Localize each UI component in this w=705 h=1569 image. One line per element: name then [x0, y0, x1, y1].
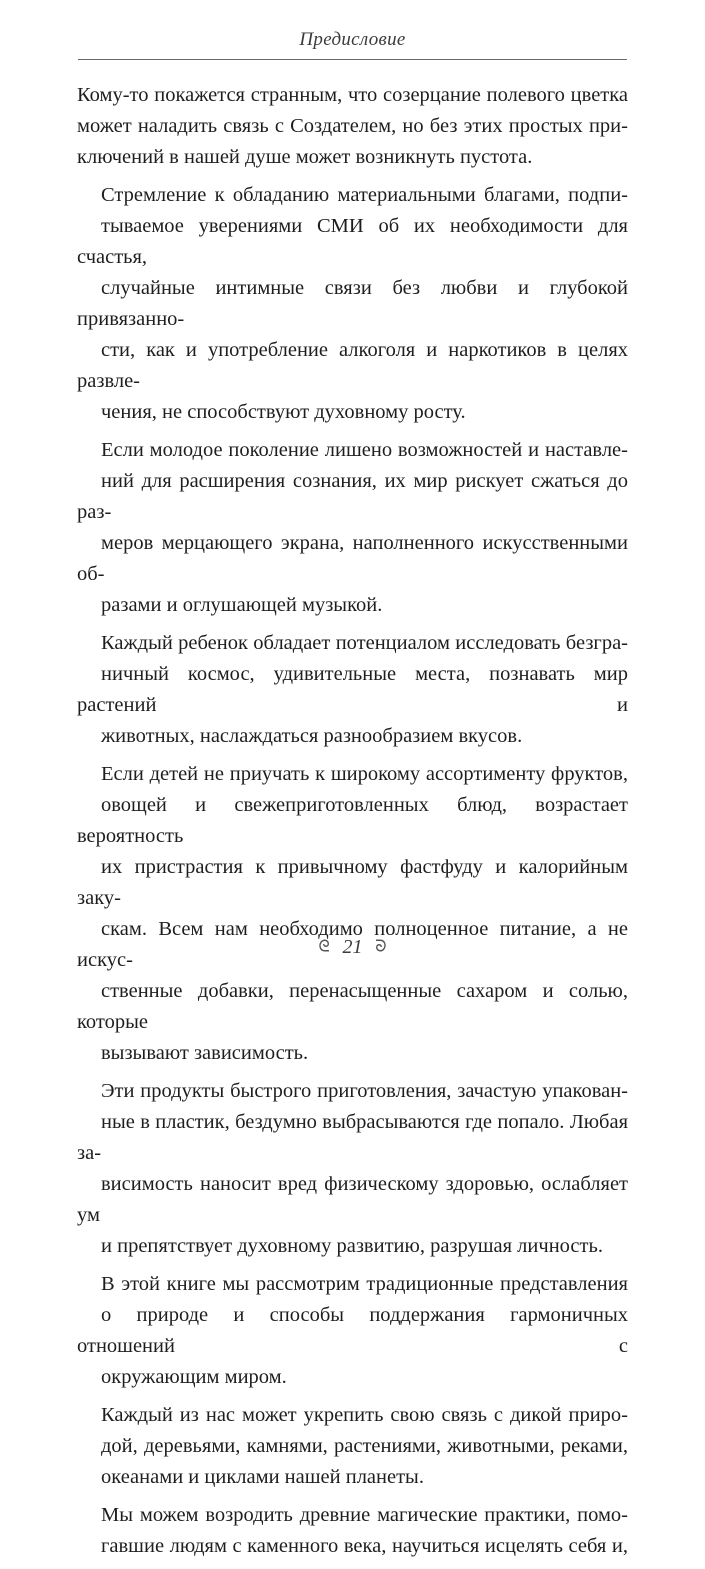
- running-header: [78, 28, 627, 60]
- paragraph: [77, 180, 628, 428]
- text-line: висимость наносит вред физическому здоровью, ослабляет ум: [77, 1173, 628, 1226]
- page-footer: [0, 936, 705, 959]
- text-line: гавшие людям с каменного века, научиться исцелять себя и,: [101, 1535, 628, 1557]
- text-line: ные в пластик, бездумно выбрасываются где попало. Любая за-: [77, 1111, 628, 1164]
- text-line: ничный космос, удивительные места, познавать мир растений и: [77, 663, 628, 716]
- text-line: ключений в нашей душе может возникнуть пустота.: [77, 146, 533, 168]
- text-line: может наладить связь с Создателем, но без этих простых при-: [77, 115, 628, 137]
- text-line: Каждый ребенок обладает потенциалом исследовать безгра-: [101, 632, 628, 654]
- text-line: океанами и циклами нашей планеты.: [101, 1466, 424, 1488]
- paragraph: [77, 1500, 628, 1562]
- paragraph: [77, 1400, 628, 1493]
- text-line: окружающим миром.: [101, 1366, 287, 1388]
- text-line: Кому-то покажется странным, что созерцание полевого цветка: [77, 84, 628, 106]
- paragraph: [77, 759, 628, 1069]
- text-line: о природе и способы поддержания гармоничных отношений с: [77, 1304, 628, 1357]
- text-line: их пристрастия к привычному фастфуду и калорийным заку-: [77, 856, 628, 909]
- text-line: дой, деревьями, камнями, растениями, животными, реками,: [101, 1435, 628, 1457]
- text-line: случайные интимные связи без любви и глубокой привязанно-: [77, 277, 628, 330]
- text-line: Если детей не приучать к широкому ассортименту фруктов,: [101, 763, 628, 785]
- text-line: В этой книге мы рассмотрим традиционные представления: [101, 1273, 628, 1295]
- paragraph: [77, 435, 628, 621]
- text-line: скам. Всем нам необходимо полноценное питание, а не искус-: [77, 918, 628, 971]
- text-line: Если молодое поколение лишено возможностей и наставле-: [101, 439, 628, 461]
- text-line: сти, как и употребление алкоголя и наркотиков в целях развле-: [77, 339, 628, 392]
- paragraph: [77, 628, 628, 752]
- text-line: ственные добавки, перенасыщенные сахаром и солью, которые: [77, 980, 628, 1033]
- ornament-right-icon: ᘐ: [375, 938, 387, 956]
- paragraph: [77, 80, 628, 173]
- ornament-left-icon: ᘓ: [318, 938, 330, 956]
- paragraph: [77, 1076, 628, 1262]
- text-line: овощей и свежеприготовленных блюд, возрастает вероятность: [77, 794, 628, 847]
- text-line: Мы можем возродить древние магические практики, помо-: [101, 1504, 628, 1526]
- text-line: животных, наслаждаться разнообразием вкусов.: [101, 725, 523, 747]
- text-line: Стремление к обладанию материальными благами, подпи-: [101, 184, 628, 206]
- text-line: меров мерцающего экрана, наполненного искусственными об-: [77, 532, 628, 585]
- body-text: [77, 80, 628, 1569]
- text-line: Эти продукты быстрого приготовления, зачастую упакован-: [101, 1080, 628, 1102]
- text-line: и препятствует духовному развитию, разрушая личность.: [101, 1235, 603, 1257]
- header-title: Предисловие: [299, 29, 406, 50]
- header-rule: [78, 59, 627, 60]
- text-line: вызывают зависимость.: [101, 1042, 309, 1064]
- text-line: тываемое уверениями СМИ об их необходимости для счастья,: [77, 215, 628, 268]
- text-line: разами и оглушающей музыкой.: [101, 594, 383, 616]
- text-line: Каждый из нас может укрепить свою связь с дикой приро-: [101, 1404, 628, 1426]
- text-line: чения, не способствуют духовному росту.: [101, 401, 466, 423]
- text-line: ний для расширения сознания, их мир рискует сжаться до раз-: [77, 470, 628, 523]
- paragraph: [77, 1269, 628, 1393]
- page-number: 21: [342, 936, 363, 959]
